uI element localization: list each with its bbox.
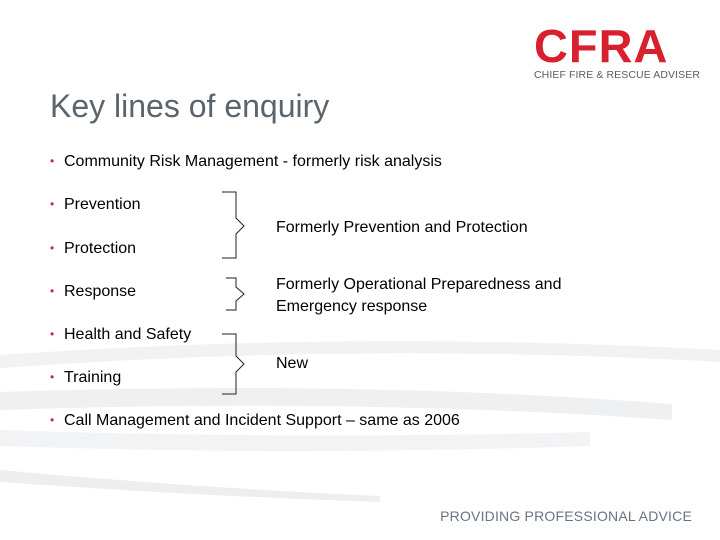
bullet-dot: • — [50, 197, 55, 211]
note-prevention-protection: Formerly Prevention and Protection — [276, 219, 528, 236]
bullet-response: • Response — [50, 283, 137, 300]
bullet-dot: • — [50, 370, 55, 384]
note-response: Formerly Operational Preparedness and Emergency response — [276, 276, 562, 315]
logo-mark: CFRA — [534, 20, 669, 72]
bullet-training: • Training — [50, 369, 122, 386]
bullet-call-management: • Call Management and Incident Support – same as 2006 — [50, 412, 460, 429]
bullet-protection: • Protection — [50, 240, 137, 257]
footer-tagline: PROVIDING PROFESSIONAL ADVICE — [440, 508, 692, 524]
bullet-dot: • — [50, 284, 55, 298]
bullet-dot: • — [50, 327, 55, 341]
bullet-health-safety: • Health and Safety — [50, 326, 192, 343]
note-health-training: New — [276, 355, 309, 372]
bullet-dot: • — [50, 154, 55, 168]
logo-subtitle: CHIEF FIRE & RESCUE ADVISER — [534, 69, 701, 81]
bullet-dot: • — [50, 413, 55, 427]
cfra-logo — [534, 20, 701, 81]
bullet-prevention: • Prevention — [50, 196, 141, 213]
bullet-community-risk: • Community Risk Management - formerly risk analysis — [50, 153, 442, 170]
slide-title: Key lines of enquiry — [50, 88, 330, 124]
bullet-dot: • — [50, 241, 55, 255]
